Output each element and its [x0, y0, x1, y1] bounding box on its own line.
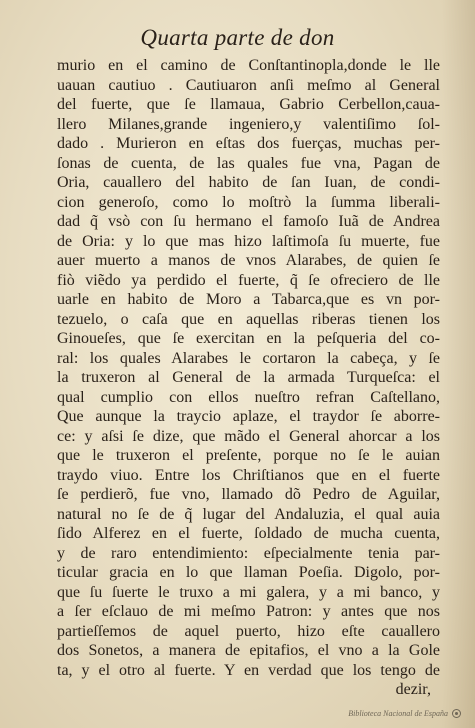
library-footer [348, 709, 461, 718]
text-line: dado . Murieron en eſtas dos fuerças, muchas per- [57, 135, 440, 152]
text-line: Ginoueſes, que ſe exercitan en la peſqueria del co- [57, 330, 440, 347]
text-line: a ſer eſclauo de mi meſmo Patron: y antes que nos [57, 603, 440, 620]
text-line: murio en el camino de Conſtantinopla,donde le lle [57, 57, 440, 74]
text-line: ta, y el otro al fuerte. Y en verdad que los tengo de [57, 661, 440, 679]
text-line: ce: y aſsi ſe dize, que mãdo el General ahorcar a los [57, 427, 440, 445]
text-line: dos Sonetos, a manera de epitafios, el vno a la Gole [57, 642, 440, 659]
text-line: uarle en habito de Moro a Tabarca,que es vn por- [57, 291, 440, 308]
text-line: cion generoſo, como lo moſtrò la ſumma liberali- [57, 193, 440, 211]
text-line: que le truxeron el preſente, porque no ſe le auian [57, 447, 440, 464]
text-line: la truxeron al General de la armada Turqueſca: el [57, 369, 440, 386]
text-line: del fuerte, que ſe llamaua, Gabrio Cerbellon,caua- [57, 96, 440, 113]
text-line: tezuelo, o caſa que en aquellas riberas tienen los [57, 310, 440, 328]
text-line: auer muerto a manos de vnos Alarabes, de quien ſe [57, 252, 440, 269]
library-credit: Biblioteca Nacional de España [348, 709, 448, 718]
text-line: llero Milanes,grande ingeniero,y valentiſimo ſol- [57, 115, 440, 133]
text-line: fiò viẽdo ya perdido el fuerte, q̃ ſe ofreciero de lle [57, 271, 440, 289]
text-line: Oria, cauallero del habito de ſan Iuan, de condi- [57, 174, 440, 191]
text-line: dad q̃ vsò con ſu hermano el famoſo Iuã de Andrea [57, 213, 440, 230]
text-line: ſe perdierõ, fue vno, llamado dõ Pedro de Aguilar, [57, 486, 440, 503]
text-line: qual cumplio con ellos nueſtro refran Caſtellano, [57, 388, 440, 406]
text-line: natural no ſe de q̃ lugar del Andaluzia, el qual auia [57, 505, 440, 523]
text-line: ticular gracia en lo que llaman Poeſia. Digolo, por- [57, 564, 440, 581]
text-line: ſido Alferez en el fuerte, ſoldado de mucha cuenta, [57, 525, 440, 542]
text-line: ſonas de cuenta, de las quales fue vna, Pagan de [57, 154, 440, 172]
text-line: de Oria: y lo que mas hizo laſtimoſa ſu muerte, fue [57, 232, 440, 250]
text-line: uauan cautiuo . Cautiuaron anſi meſmo al General [57, 76, 440, 94]
catchword: dezir, [395, 681, 431, 698]
library-logo-icon [452, 709, 461, 718]
text-line: que ſu ſuerte le truxo a mi galera, y a mi banco, y [57, 583, 440, 601]
text-line: partieſſemos de aquel puerto, hizo eſte cauallero [57, 622, 440, 640]
text-line: ral: los quales Alarabes le cortaron la cabeça, y ſe [57, 349, 440, 367]
text-line: Que aunque la traycio aplaze, el traydor ſe aborre- [57, 408, 440, 425]
text-line: traydo viuo. Entre los Chriſtianos que en el fuerte [57, 466, 440, 484]
text-line: y de raro entendimiento: eſpecialmente tenia par- [57, 544, 440, 562]
running-title: Quarta parte de don [140, 25, 335, 50]
body-text [57, 56, 440, 680]
